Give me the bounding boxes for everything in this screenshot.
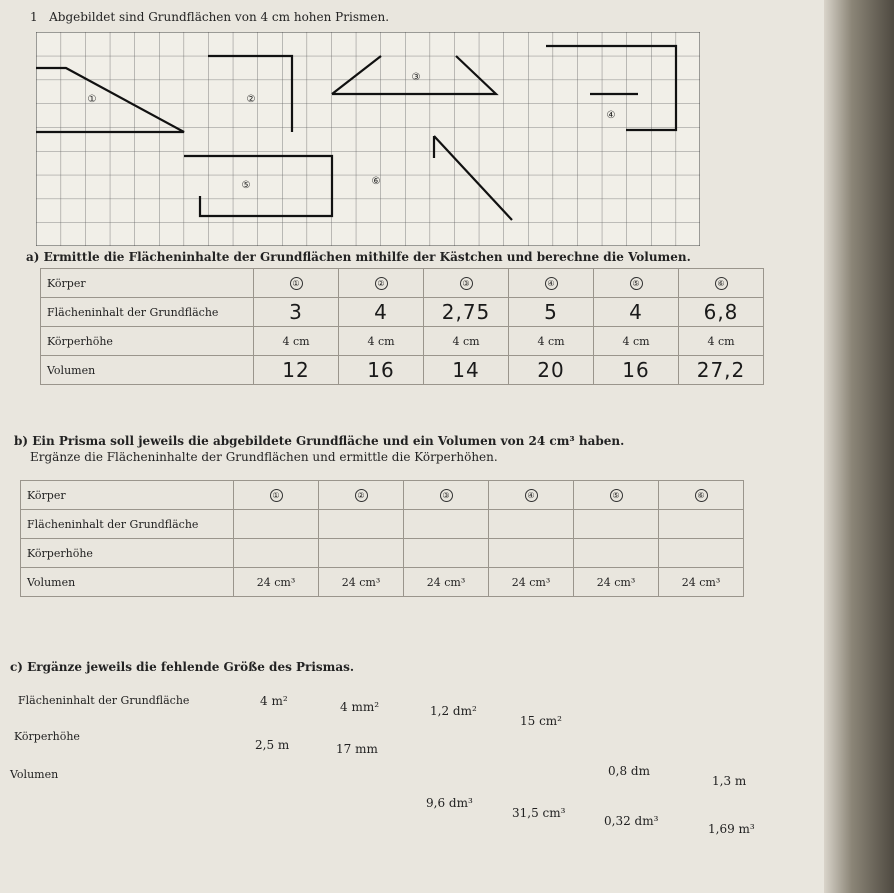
part-a-height: 4 cm <box>509 327 594 356</box>
part-b-body: ④ <box>489 481 574 510</box>
part-b-volume: 24 cm³ <box>659 568 744 597</box>
part-c-row-label-area: Flächeninhalt der Grundfläche <box>18 694 190 707</box>
part-c-area-value: 15 cm² <box>520 714 562 728</box>
task-title <box>30 10 389 24</box>
part-c-height-value: 17 mm <box>336 742 378 756</box>
part-c-volume-value: 9,6 dm³ <box>426 796 473 810</box>
part-b-height-input[interactable] <box>489 539 574 568</box>
part-a-body: ③ <box>424 269 509 298</box>
part-a-row-label-area: Flächeninhalt der Grundfläche <box>41 298 254 327</box>
part-a-height: 4 cm <box>424 327 509 356</box>
part-b-area-input[interactable] <box>319 510 404 539</box>
part-b-height-input[interactable] <box>234 539 319 568</box>
grid-label-3: ③ <box>411 72 421 83</box>
part-b-row-label-volume: Volumen <box>21 568 234 597</box>
part-c-area-value: 1,2 dm² <box>430 704 477 718</box>
part-a-area-answer[interactable]: 3 <box>254 298 339 327</box>
grid-svg <box>36 32 700 246</box>
part-a-row-label-volume: Volumen <box>41 356 254 385</box>
part-a-volume-answer[interactable]: 16 <box>594 356 679 385</box>
part-b-instruction-2: Ergänze die Flächeninhalte der Grundflächen und ermittle die Körperhöhen. <box>30 450 498 464</box>
part-c-volume-value: 31,5 cm³ <box>512 806 566 820</box>
part-b-volume: 24 cm³ <box>404 568 489 597</box>
part-a-body: ⑤ <box>594 269 679 298</box>
part-b-body: ① <box>234 481 319 510</box>
part-c-area-value: 4 m² <box>260 694 288 708</box>
part-b-height-input[interactable] <box>319 539 404 568</box>
part-c-row-label-height: Körperhöhe <box>14 730 80 743</box>
part-a-area-answer[interactable]: 5 <box>509 298 594 327</box>
grid-label-1: ① <box>87 94 97 105</box>
grid-label-6: ⑥ <box>371 176 381 187</box>
part-b-row-label-area: Flächeninhalt der Grundfläche <box>21 510 234 539</box>
part-a-body: ② <box>339 269 424 298</box>
grid-figure <box>36 32 700 246</box>
part-b-row-label-body: Körper <box>21 481 234 510</box>
part-a-area-answer[interactable]: 6,8 <box>679 298 764 327</box>
part-c-height-value: 0,8 dm <box>608 764 650 778</box>
part-a-area-answer[interactable]: 2,75 <box>424 298 509 327</box>
part-a-instruction: a) Ermittle die Flächeninhalte der Grundflächen mithilfe der Kästchen und berechne die Volumen. <box>26 250 691 264</box>
part-b-height-input[interactable] <box>404 539 489 568</box>
part-a-row-label-height: Körperhöhe <box>41 327 254 356</box>
part-a-volume-answer[interactable]: 20 <box>509 356 594 385</box>
part-a-height: 4 cm <box>254 327 339 356</box>
part-b-body: ⑤ <box>574 481 659 510</box>
part-b-area-input[interactable] <box>234 510 319 539</box>
part-c-height-value: 2,5 m <box>255 738 290 752</box>
part-a-area-answer[interactable]: 4 <box>339 298 424 327</box>
part-b-volume: 24 cm³ <box>319 568 404 597</box>
part-b-volume: 24 cm³ <box>489 568 574 597</box>
part-b-table <box>20 480 744 597</box>
part-a-volume-answer[interactable]: 27,2 <box>679 356 764 385</box>
part-a-height: 4 cm <box>679 327 764 356</box>
part-c-row-label-volume: Volumen <box>10 768 59 781</box>
part-c-volume-value: 0,32 dm³ <box>604 814 659 828</box>
part-a-row-label-body: Körper <box>41 269 254 298</box>
part-a-height: 4 cm <box>339 327 424 356</box>
grid-label-4: ④ <box>606 110 616 121</box>
part-b-height-input[interactable] <box>659 539 744 568</box>
binder-shadow <box>824 0 894 893</box>
task-number: 1 <box>30 10 38 24</box>
part-c-height-value: 1,3 m <box>712 774 747 788</box>
grid-label-2: ② <box>246 94 256 105</box>
part-c-volume-value: 1,69 m³ <box>708 822 755 836</box>
part-b-height-input[interactable] <box>574 539 659 568</box>
part-a-body: ① <box>254 269 339 298</box>
part-a-body: ④ <box>509 269 594 298</box>
part-b-row-label-height: Körperhöhe <box>21 539 234 568</box>
part-a-area-answer[interactable]: 4 <box>594 298 679 327</box>
part-a-volume-answer[interactable]: 16 <box>339 356 424 385</box>
grid-label-5: ⑤ <box>241 180 251 191</box>
part-c-area-value: 4 mm² <box>340 700 380 714</box>
part-a-table <box>40 268 764 385</box>
part-b-area-input[interactable] <box>659 510 744 539</box>
task-text: Abgebildet sind Grundflächen von 4 cm hohen Prismen. <box>49 10 390 24</box>
part-b-body: ③ <box>404 481 489 510</box>
part-a-volume-answer[interactable]: 14 <box>424 356 509 385</box>
part-a-volume-answer[interactable]: 12 <box>254 356 339 385</box>
part-c-instruction: c) Ergänze jeweils die fehlende Größe des Prismas. <box>10 660 355 674</box>
part-b-body: ⑥ <box>659 481 744 510</box>
part-b-area-input[interactable] <box>574 510 659 539</box>
part-a-height: 4 cm <box>594 327 679 356</box>
part-b-area-input[interactable] <box>404 510 489 539</box>
part-a-body: ⑥ <box>679 269 764 298</box>
part-b-instruction-1: b) Ein Prisma soll jeweils die abgebildete Grundfläche und ein Volumen von 24 cm³ haben. <box>14 434 625 448</box>
part-b-area-input[interactable] <box>489 510 574 539</box>
part-b-body: ② <box>319 481 404 510</box>
part-b-volume: 24 cm³ <box>234 568 319 597</box>
part-b-volume: 24 cm³ <box>574 568 659 597</box>
